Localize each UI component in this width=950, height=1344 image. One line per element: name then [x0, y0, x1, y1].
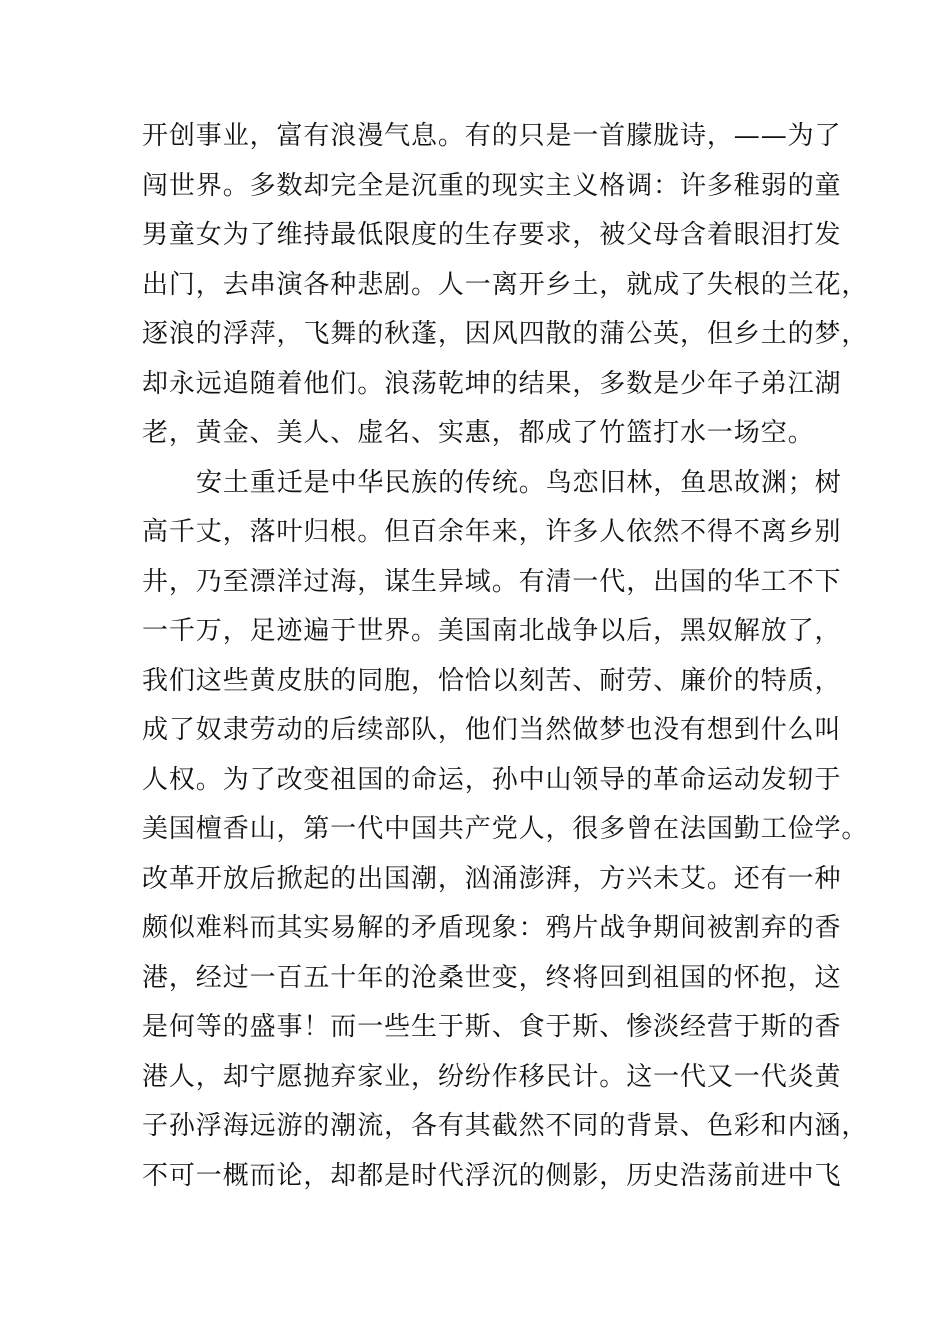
- body-text: [142, 112, 869, 1201]
- text-line: 是何等的盛事！而一些生于斯、食于斯、惨淡经营于斯的香: [142, 1012, 842, 1042]
- text-line: 男童女为了维持最低限度的生存要求，被父母含着眼泪打发: [142, 220, 842, 250]
- text-line: 子孙浮海远游的潮流，各有其截然不同的背景、色彩和内涵，: [142, 1111, 869, 1141]
- text-line: 人权。为了改变祖国的命运，孙中山领导的革命运动发轫于: [142, 764, 842, 795]
- text-line: 成了奴隶劳动的后续部队，他们当然做梦也没有想到什么叫: [142, 715, 842, 745]
- text-line: 不可一概而论，却都是时代浮沉的侧影，历史浩荡前进中飞: [142, 1160, 842, 1191]
- text-line: 出门，去串演各种悲剧。人一离开乡土，就成了失根的兰花，: [142, 269, 869, 300]
- text-line: 改革开放后掀起的出国潮，汹涌澎湃，方兴未艾。还有一种: [142, 863, 842, 894]
- text-line: 闯世界。多数却完全是沉重的现实主义格调：许多稚弱的童: [142, 170, 842, 201]
- text-line: 高千丈，落叶归根。但百余年来，许多人依然不得不离乡别: [142, 517, 842, 547]
- text-line: 港，经过一百五十年的沧桑世变，终将回到祖国的怀抱，这: [142, 962, 842, 993]
- text-line: 井，乃至漂洋过海，谋生异域。有清一代，出国的华工不下: [142, 566, 842, 597]
- text-line: 我们这些黄皮肤的同胞，恰恰以刻苦、耐劳、廉价的特质，: [142, 665, 842, 696]
- text-line: 逐浪的浮萍，飞舞的秋蓬，因风四散的蒲公英，但乡土的梦，: [142, 319, 869, 349]
- text-line: 港人，却宁愿抛弃家业，纷纷作移民计。这一代又一代炎黄: [142, 1061, 842, 1092]
- text-line: 老，黄金、美人、虚名、实惠，都成了竹篮打水一场空。: [142, 418, 815, 448]
- text-line: 开创事业，富有浪漫气息。有的只是一首朦胧诗，——为了: [142, 121, 842, 151]
- text-line: 美国檀香山，第一代中国共产党人，很多曾在法国勤工俭学。: [142, 814, 869, 844]
- text-line: 却永远追随着他们。浪荡乾坤的结果，多数是少年子弟江湖: [142, 368, 842, 399]
- text-line: 颇似难料而其实易解的矛盾现象：鸦片战争期间被割弃的香: [142, 913, 842, 943]
- text-line: 一千万，足迹遍于世界。美国南北战争以后，黑奴解放了，: [142, 616, 842, 646]
- paragraph-start-line: 安土重迁是中华民族的传统。鸟恋旧林，鱼思故渊；树: [196, 467, 842, 498]
